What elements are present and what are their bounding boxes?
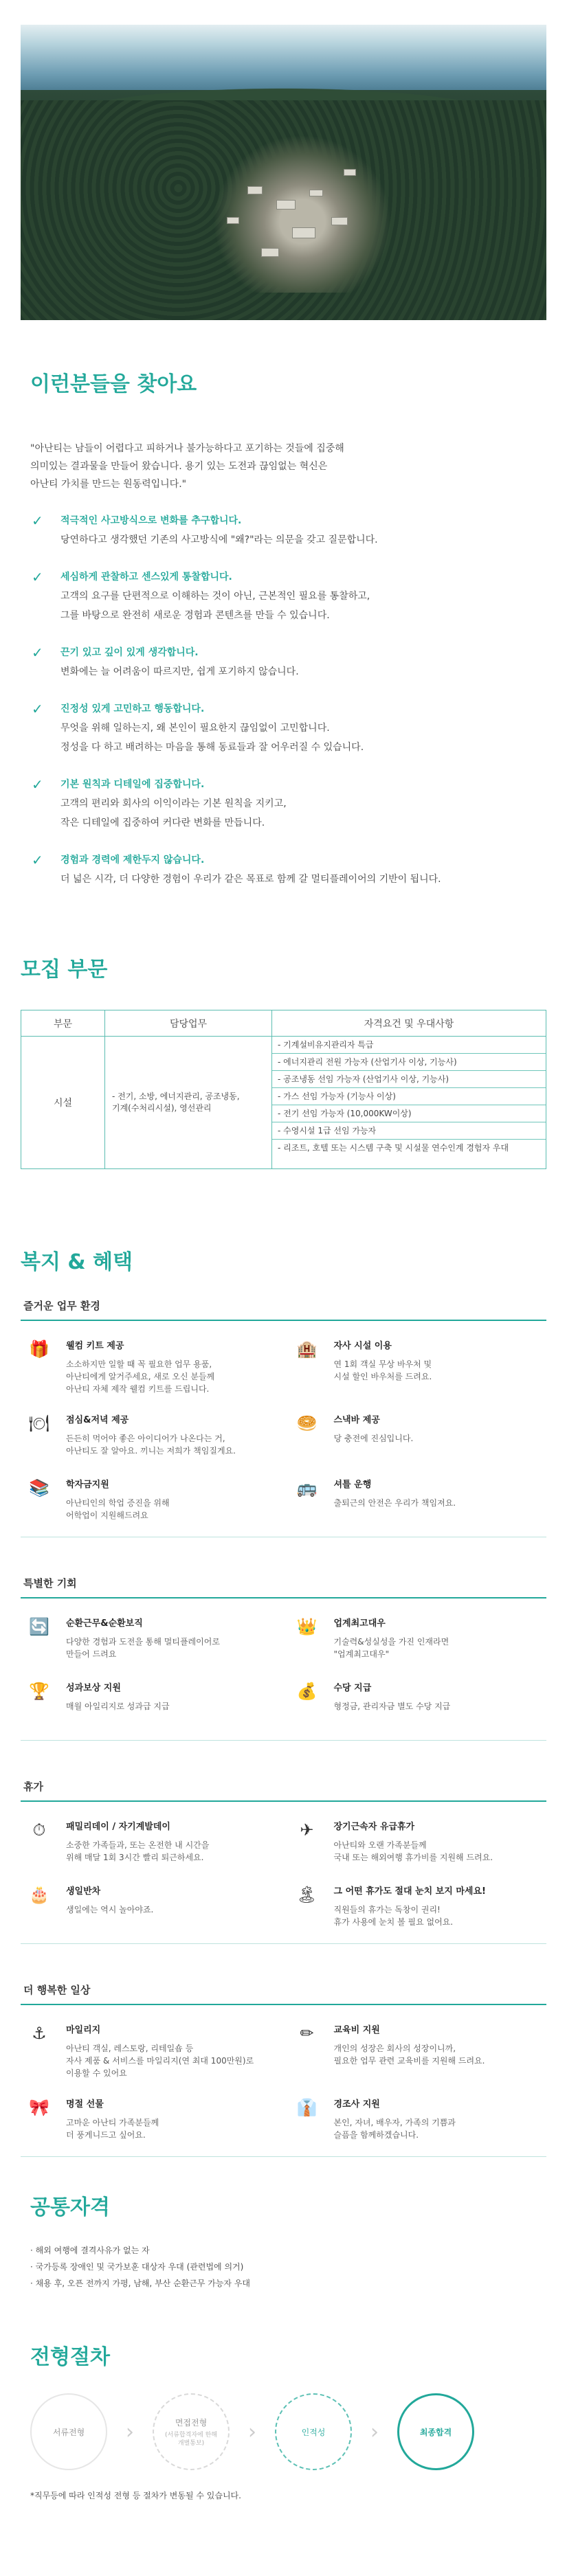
benefit-desc: 연 1회 객실 무상 바우처 및 시설 할인 바우처를 드려요. [333,1359,432,1381]
benefit-item [26,1336,274,1395]
hero-building [247,186,263,194]
duty-cell: - 전기, 소방, 에너지관리, 공조냉동, 기계(수처리시설), 영선관리 [105,1037,272,1169]
benefit-grid [21,1598,546,1728]
benefit-body [66,1817,209,1866]
palm-icon: 🏝 [296,1885,318,1904]
process-step [275,2393,352,2470]
benefit-name: 패밀리데이 / 자기계발데이 [66,1822,170,1832]
benefit-grid [21,2005,546,2144]
process-section [0,2340,567,2501]
benefit-name: 장기근속자 유급휴가 [333,1822,415,1832]
header-qual: 자격요건 및 우대사항 [272,1010,546,1037]
common-item: · 채용 후, 오픈 전까지 가평, 남해, 부산 순환근무 가능자 우대 [30,2279,251,2288]
benefit-desc: 든든히 먹어야 좋은 아이디어가 나온다는 거, 아난티도 잘 알아요. 끼니는 저희가 책임질게요. [66,1434,236,1456]
benefit-name: 점심&저녁 제공 [66,1415,129,1425]
benefit-body [334,1882,486,1931]
hero-building [261,248,279,257]
chevron-right-icon: › [370,2419,379,2444]
check-title: 끈기 있고 깊이 있게 생각합니다. [60,647,199,658]
benefit-item [26,1882,274,1931]
check-list [30,514,537,889]
process-note: *직무등에 따라 인적성 전형 등 절차가 변동될 수 있습니다. [30,2491,241,2500]
benefit-item [26,2094,274,2144]
bus-icon: 🚌 [296,1478,318,1498]
present-icon: 🎀 [29,2098,49,2117]
benefit-item [26,1817,274,1866]
check-icon: ✓ [32,644,43,661]
benefit-name: 교육비 지원 [333,2025,380,2035]
group-bottom-line [21,1943,546,1944]
meal-icon: 🍽 [28,1414,50,1433]
group-bottom-line [21,1740,546,1741]
benefit-body [66,1882,153,1931]
benefit-group [21,1298,546,1537]
common-section [0,2190,567,2292]
check-icon: ✓ [32,701,43,717]
benefit-item [294,1475,542,1524]
benefit-item [26,1678,274,1728]
benefit-name: 셔틀 운행 [333,1480,372,1490]
check-desc: 무엇을 위해 일하는지, 왜 본인이 필요한지 끊임없이 고민합니다. 정성을 다 하고 배려하는 마음을 통해 동료들과 잘 어우러질 수 있습니다. [60,723,364,753]
process-step [30,2393,107,2470]
group-title: 더 행복한 일상 [23,1984,91,1996]
benefit-name: 마일리지 [66,2025,101,2035]
benefit-item [294,1817,542,1866]
check-item [30,570,537,625]
benefit-item [294,1336,542,1395]
tie-icon: 👔 [296,2098,318,2117]
benefit-body [66,1678,170,1728]
check-title: 세심하게 관찰하고 센스있게 통찰합니다. [60,572,232,583]
common-list [30,2242,537,2292]
check-desc: 당연하다고 생각했던 기존의 사고방식에 "왜?"라는 의문을 갖고 질문합니다. [60,534,378,545]
benefit-item [294,2094,542,2144]
benefit-grid [21,1321,546,1524]
cake-icon: 🎂 [29,1885,49,1904]
check-title: 적극적인 사고방식으로 변화를 추구합니다. [60,515,242,526]
clock-icon: ⏱ [32,1820,46,1840]
hero-building [344,169,356,176]
benefit-desc: 아난티와 오랜 가족분들께 국내 또는 해외여행 휴가비를 지원해 드려요. [333,1840,493,1862]
process-step [153,2393,230,2470]
benefit-grid [21,1802,546,1931]
recruit-table [21,1010,546,1169]
benefit-desc: 소중한 가족들과, 또는 온전한 내 시간을 위해 매달 1회 3시간 빨리 퇴근하세요. [66,1840,210,1862]
benefit-body [334,1614,449,1663]
group-bottom-line [21,2156,546,2157]
benefit-groups [21,1298,546,2157]
trophy-icon: 🏆 [29,1682,49,1701]
benefit-body [66,1336,214,1395]
benefit-body [66,1614,220,1663]
recruit-title: 모집 부문 [21,958,108,982]
qual-item: - 수영시설 1급 선임 가능자 [272,1122,546,1140]
benefit-group [21,1982,546,2157]
step-sub: (서류합격자에 한해 개별통보) [165,2431,217,2447]
gift-icon: 🎁 [29,1340,49,1359]
benefit-body [334,1336,432,1395]
benefit-body [334,2020,485,2079]
benefit-desc: 본인, 자녀, 배우자, 가족의 기쁨과 슬픔을 함께하겠습니다. [333,2118,456,2140]
check-item [30,702,537,757]
benefit-name: 스낵바 제공 [333,1415,380,1425]
check-icon: ✓ [32,852,43,868]
benefit-item [26,2020,274,2079]
benefit-item [294,1614,542,1663]
rotation-icon: 🔄 [29,1617,49,1636]
benefit-item [294,2020,542,2079]
qual-item: - 가스 선임 가능자 (기능사 이상) [272,1088,546,1105]
intro-title: 이런분들을 찾아요 [30,372,197,396]
check-item [30,778,537,833]
intro-quote: "아난티는 남들이 어렵다고 피하거나 불가능하다고 포기하는 것들에 집중해 의미있는 결과물을 만들어 왔습니다. 용기 있는 도전과 끊임없는 혁신은 아난티 가치를 만드는 원동력입니다." [30,443,344,490]
hero-image [21,25,546,320]
benefits-section [0,1245,567,2157]
common-item: · 해외 여행에 결격사유가 없는 자 [30,2246,150,2255]
dept-cell: 시설 [21,1037,105,1169]
qual-item: - 리조트, 호텔 또는 시스템 구축 및 시설물 연수인계 경험자 우대 [278,1143,509,1153]
benefit-name: 웰컴 키트 제공 [66,1341,124,1351]
check-desc: 고객의 요구를 단편적으로 이해하는 것이 아닌, 근본적인 필요를 통찰하고, 그를 바탕으로 완전히 새로운 경험과 콘텐츠를 만들 수 있습니다. [60,591,370,621]
benefit-desc: 개인의 성장은 회사의 성장이니까, 필요한 업무 관련 교육비를 지원해 드려요. [333,2044,485,2066]
benefit-desc: 출퇴근의 안전은 우리가 책임져요. [333,1498,456,1508]
qual-item: - 기계설비유지관리자 특급 [272,1037,546,1054]
benefit-desc: 고마운 아난티 가족분들께 더 풍게니드고 싶어요. [66,2118,159,2140]
benefit-name: 경조사 지원 [333,2099,380,2110]
check-desc: 고객의 편리와 회사의 이익이라는 기본 원칙을 지키고, 작은 디테일에 집중하여 커다란 변화를 만듭니다. [60,798,287,828]
benefit-desc: 소소하지만 일할 때 꼭 필요한 업무 용품, 아난티에게 알거주세요, 새로 오신 분들께 아난티 자체 제작 웰컴 키트를 드립니다. [66,1359,215,1394]
step-label: 면접전형 [175,2417,208,2428]
check-title: 기본 원칙과 디테일에 집중합니다. [60,779,205,790]
process-step [397,2393,474,2470]
benefit-group [21,1576,546,1741]
check-item [30,853,537,889]
benefit-desc: 직원들의 휴가는 독창이 권리! 휴가 사용에 눈치 볼 필요 없어요. [333,1905,454,1927]
benefit-desc: 기술력&성실성을 가진 인재라면 "업계최고대우" [333,1637,449,1659]
benefit-desc: 매월 아일리지로 성과급 지급 [66,1702,170,1711]
check-desc: 변화에는 늘 어려움이 따르지만, 쉽게 포기하지 않습니다. [60,666,299,677]
common-item: · 국가등록 장애인 및 국가보훈 대상자 우대 (관련법에 의거) [30,2262,244,2272]
step-label: 서류전형 [52,2427,85,2437]
benefit-desc: 다양한 경험과 도전을 통해 멀티플레이어로 만들어 드려요 [66,1637,220,1659]
qual-item: - 에너지관리 전원 가능자 (산업기사 이상, 기능사) [272,1054,546,1071]
recruit-section [0,952,567,1169]
benefits-title: 복지 & 혜택 [21,1250,133,1274]
benefit-body [334,1475,456,1524]
benefit-desc: 형정금, 관리자금 별도 수당 지급 [333,1702,451,1711]
header-duty: 담당업무 [105,1010,272,1037]
step-label: 최종합격 [419,2427,452,2437]
check-title: 경험과 경력에 제한두지 않습니다. [60,855,205,866]
benefit-name: 명절 선물 [66,2099,104,2110]
benefit-body [334,1817,493,1866]
benefit-name: 업계최고대우 [333,1618,386,1629]
hero-building [276,200,296,210]
check-desc: 더 넓은 시각, 더 다양한 경험이 우리가 같은 목표로 함께 갈 멀티플레이어의 기반이 됩니다. [60,874,441,885]
process-steps [30,2393,537,2470]
benefit-name: 수당 지급 [333,1683,372,1693]
benefit-name: 자사 시설 이용 [333,1341,392,1351]
chevron-right-icon: › [248,2419,256,2444]
book-icon: 📚 [29,1478,49,1498]
group-title: 즐거운 업무 환경 [23,1300,100,1312]
benefit-name: 그 어떤 휴가도 절대 눈치 보지 마세요! [333,1886,486,1897]
qual-item: - 공조냉동 선임 가능자 (산업기사 이상, 기능사) [272,1071,546,1088]
benefit-item [294,1678,542,1728]
benefit-item [294,1410,542,1460]
benefit-body [334,1410,414,1460]
benefit-body [66,2020,254,2079]
building-icon: 🏨 [296,1340,318,1359]
benefit-name: 순환근무&순환보직 [66,1618,143,1629]
hero-building [331,217,348,225]
benefit-item [294,1882,542,1931]
process-title: 전형절차 [30,2345,110,2369]
benefit-body [66,1475,170,1524]
qual-item: - 전기 선임 가능자 (10,000KW이상) [272,1105,546,1122]
hero-building [292,227,315,238]
money-icon: 💰 [296,1682,318,1701]
chevron-right-icon: › [126,2419,134,2444]
check-icon: ✓ [32,512,43,529]
step-label: 인적성 [301,2427,326,2437]
hero-building [227,217,239,224]
crown-icon: 👑 [296,1617,318,1636]
benefit-desc: 아난티 객실, 레스토랑, 리테일숍 등 자사 제품 & 서비스를 마일리지(연 최대 100만원)로 이용할 수 있어요 [66,2044,254,2078]
benefit-name: 학자금지원 [66,1480,109,1490]
plane-icon: ✈ [300,1820,314,1840]
benefit-item [26,1614,274,1663]
group-title: 특별한 기회 [23,1577,77,1590]
check-item [30,646,537,681]
hero-resort [213,135,392,293]
header-dept: 부문 [21,1010,105,1037]
check-icon: ✓ [32,569,43,585]
benefit-group [21,1779,546,1944]
benefit-desc: 당 충전에 진심입니다. [333,1434,414,1443]
benefit-body [66,1410,236,1460]
benefit-item [26,1410,274,1460]
hero-building [309,190,323,196]
check-title: 진정성 있게 고민하고 행동합니다. [60,703,205,714]
check-icon: ✓ [32,776,43,793]
anchor-icon: ⚓ [32,2024,47,2043]
benefit-body [66,2094,159,2144]
common-title: 공통자격 [30,2195,110,2219]
intro-section [0,367,567,889]
snack-icon: 🥯 [296,1414,318,1433]
check-item [30,514,537,550]
qual-cell [272,1037,546,1169]
group-title: 휴가 [23,1781,43,1793]
benefit-body [334,1678,451,1728]
benefit-item [26,1475,274,1524]
benefit-name: 생일반차 [66,1886,101,1897]
benefit-desc: 아난티인의 학업 증진을 위해 어학업이 지원해드려요 [66,1498,170,1520]
education-icon: ✏ [300,2024,314,2043]
benefit-body [334,2094,456,2144]
benefit-name: 성과보상 지원 [66,1683,121,1693]
benefit-desc: 생일에는 역시 놀아야죠. [66,1905,154,1914]
